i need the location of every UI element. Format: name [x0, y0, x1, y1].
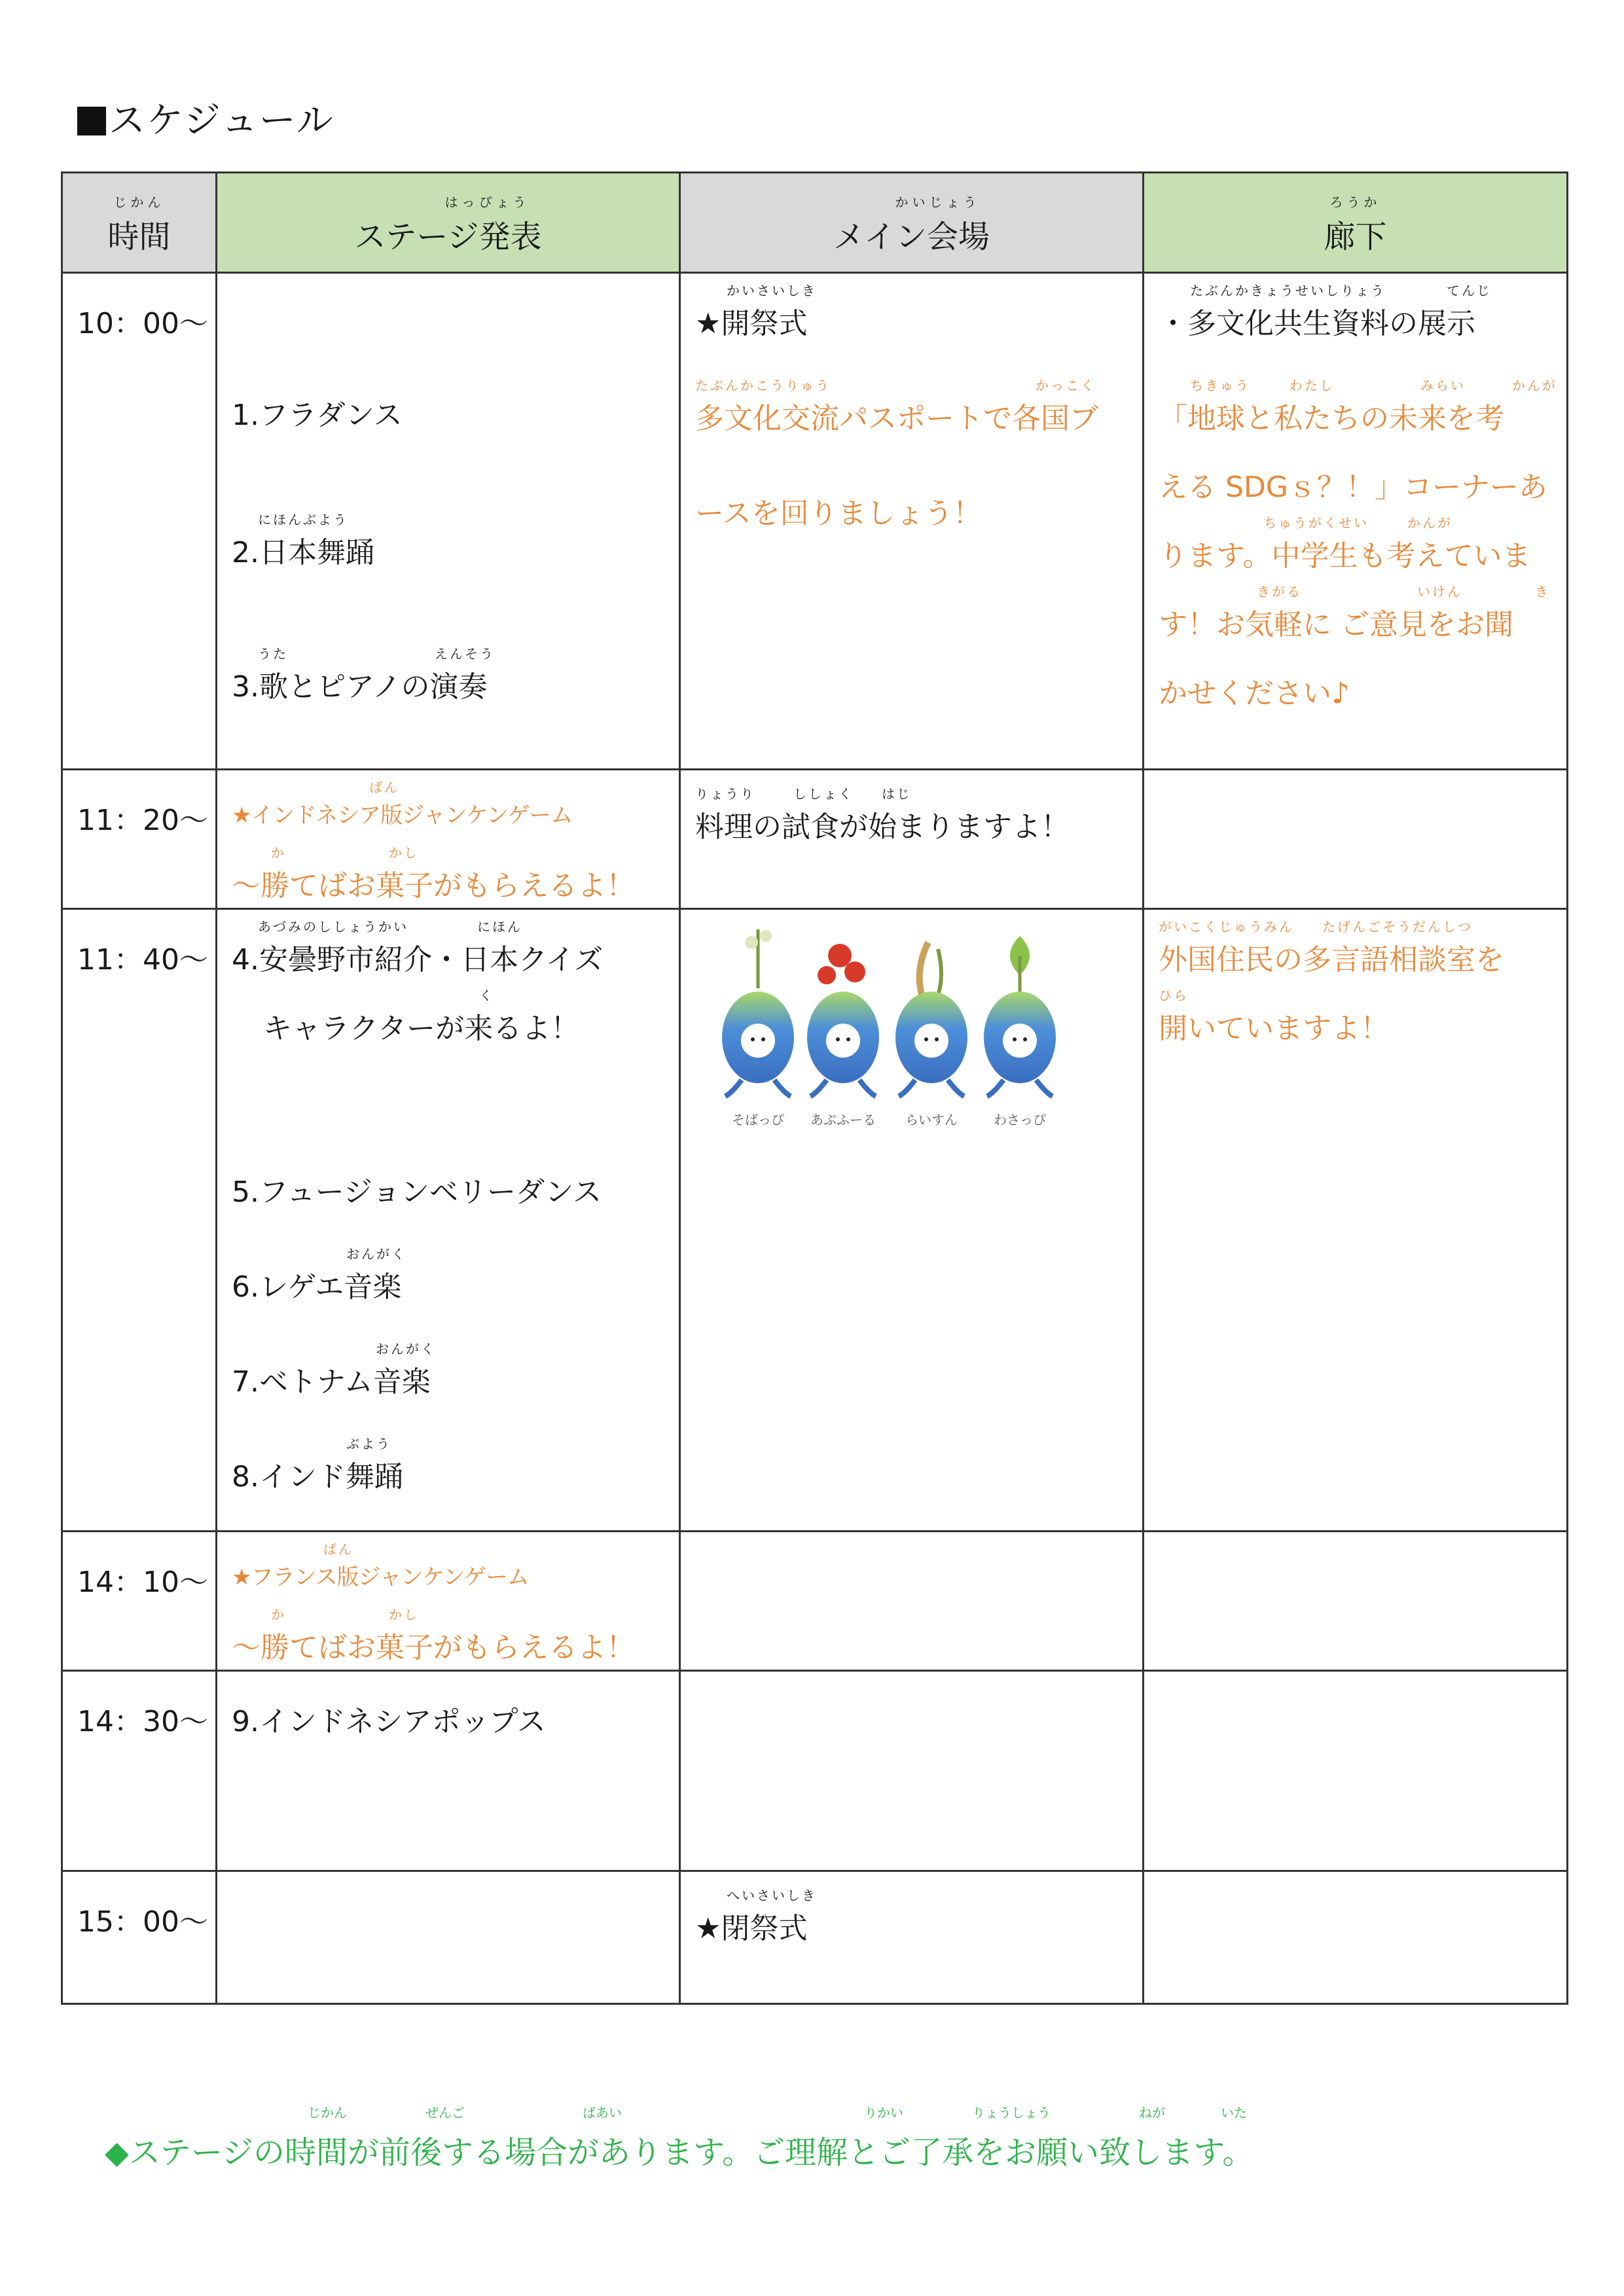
- mascot-label: そばっぴ: [732, 1112, 784, 1128]
- mascot-label: あぷふーる: [810, 1112, 876, 1128]
- hall-cell: [1144, 273, 1568, 770]
- closing-ceremony: へいさいしき ★閉祭式: [695, 1888, 817, 1945]
- stage-cell: [217, 1871, 680, 2004]
- schedule-row: [62, 1532, 1568, 1671]
- hall-cell: [1144, 909, 1568, 1532]
- hall-text: ちきゅう わたし みらい かんが 「地球と私たちの未来を考: [1159, 378, 1557, 435]
- main-cell: [680, 770, 1144, 909]
- main-text: ースを回りましょう！: [695, 497, 982, 530]
- time-cell: 11：40～: [62, 909, 217, 1532]
- stage-cell: [217, 273, 680, 770]
- mascot-wasabi: [984, 936, 1056, 1096]
- header-time: じかん 時間: [62, 173, 217, 273]
- main-cell: [680, 273, 1144, 770]
- stage-cell: [217, 770, 680, 909]
- stage-item: ばん ★フランス版ジャンケンゲーム: [232, 1541, 529, 1590]
- stage-item: にほんぶよう 2.日本舞踊: [232, 512, 374, 569]
- stage-item: ばん ★インドネシア版ジャンケンゲーム: [232, 780, 573, 829]
- schedule-row: [62, 1671, 1568, 1871]
- mascot-label: らいすん: [905, 1112, 958, 1128]
- page-title: スケジュール: [77, 92, 334, 144]
- hall-cell: [1144, 1871, 1568, 2004]
- main-cell: [680, 1871, 1144, 2004]
- hall-text: ひら 開いていますよ！: [1159, 988, 1389, 1045]
- main-text: たぶんかこうりゅう かっこく 多文化交流パスポートで各国ブ: [695, 378, 1098, 435]
- stage-cell: [217, 909, 680, 1532]
- stage-item: あづみのししょうかい にほん 4.安曇野市紹介・日本クイズ: [232, 919, 604, 977]
- mascot-apple: [807, 944, 879, 1096]
- footer-note: じかん ぜんご ばあい りかい りょうしょう ねが いた ◆ステージの時間が前後する場合があります。ご理解とご了承をお願い致します。: [105, 2105, 1254, 2171]
- mascot-characters-image: [712, 916, 1079, 1132]
- time-cell: 14：10～: [62, 1532, 217, 1671]
- time-cell: 10：00～: [62, 273, 217, 770]
- main-cell: [680, 1671, 1144, 1871]
- mascot-rice: [895, 942, 967, 1096]
- hall-text: かせください♪: [1159, 677, 1350, 710]
- header-row: [62, 173, 1568, 273]
- time-cell: 14：30～: [62, 1671, 217, 1871]
- header-hallway: ろうか 廊下: [1144, 173, 1568, 273]
- main-cell: [680, 1532, 1144, 1671]
- hall-cell: [1144, 1532, 1568, 1671]
- stage-item: 5.フュージョンベリーダンス: [232, 1175, 602, 1209]
- hall-cell: [1144, 770, 1568, 909]
- time-cell: 11：20～: [62, 770, 217, 909]
- hall-text: える SDGｓ？！」コーナーあ: [1159, 471, 1547, 504]
- hall-text: がいこくじゅうみん たげんごそうだんしつ 外国住民の多言語相談室を: [1159, 919, 1504, 977]
- mascot-label: わさっぴ: [994, 1112, 1046, 1128]
- mascot-sobappi: [722, 929, 794, 1096]
- stage-cell: [217, 1671, 680, 1871]
- stage-item: 1.フラダンス: [232, 399, 403, 432]
- hall-cell: [1144, 1671, 1568, 1871]
- stage-item: うた えんそう 3.歌とピアノの演奏: [232, 646, 495, 704]
- stage-item: く キャラクターが来るよ！: [263, 988, 580, 1045]
- stage-cell: [217, 1532, 680, 1671]
- schedule-row: [62, 770, 1568, 909]
- schedule-row: [62, 1871, 1568, 2004]
- stage-item: か かし ～勝てばお菓子がもらえるよ！: [232, 1607, 635, 1664]
- stage-item: ぶよう 8.インド舞踊: [232, 1436, 403, 1494]
- schedule-row: [62, 273, 1568, 770]
- hall-text: たぶんかきょうせいしりょう てんじ ・多文化共生資料の展示: [1159, 283, 1492, 340]
- stage-item: おんがく 6.レゲエ音楽: [232, 1246, 406, 1304]
- stage-item: 9.インドネシアポップス: [232, 1705, 546, 1738]
- stage-item: か かし ～勝てばお菓子がもらえるよ！: [232, 845, 635, 903]
- hall-text: きがる いけん き す！お気軽に ご意見をお聞: [1159, 584, 1550, 641]
- header-main-venue: かいじょう メイン会場: [680, 173, 1144, 273]
- square-bullet-icon: [77, 107, 106, 135]
- hall-text: ちゅうがくせい かんが ります。中学生も考えていま: [1159, 515, 1531, 573]
- time-cell: 15：00～: [62, 1871, 217, 2004]
- stage-item: おんがく 7.ベトナム音楽: [232, 1341, 436, 1399]
- opening-ceremony: かいさいしき ★開祭式: [695, 283, 817, 340]
- main-text: りょうり ししょく はじ 料理の試食が始まりますよ！: [695, 786, 1070, 844]
- header-stage: はっぴょう ステージ発表: [217, 173, 680, 273]
